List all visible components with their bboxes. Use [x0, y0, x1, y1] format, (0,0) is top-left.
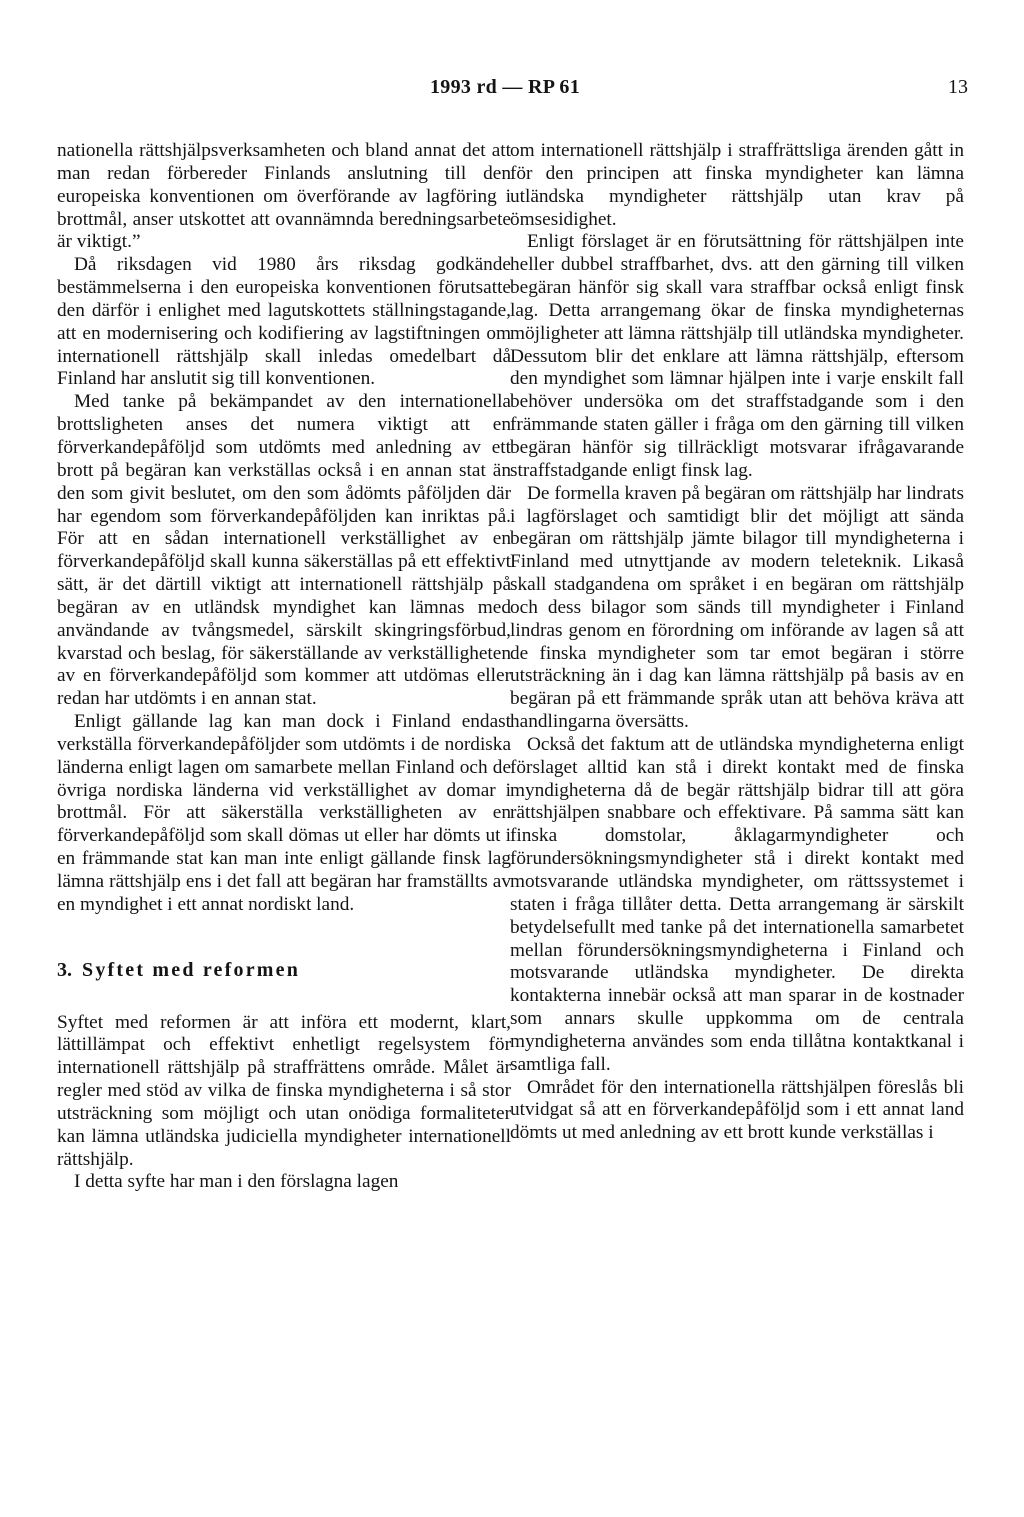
paragraph: Med tanke på bekämpandet av den internationella brottsligheten anses det numera viktigt att en förverkandepåföljd som utdömts med anledning av ett brott på begäran kan verkställas också i en annan stat än den som givit beslutet, om den som ådömts påföljden där har egendom som förverkandepåföljden kan inriktas på. För att en sådan internationell verkställighet av en förverkandepåföljd skall kunna säkerställas på ett effektivt sätt, är det därtill viktigt att internationell rättshjälp på begäran av en utländsk myndighet kan lämnas med användande av tvångsmedel, särskilt skingringsförbud, kvarstad och beslag, för säkerställande av verkställigheten av en förverkandepåföljd som kommer att utdömas eller redan har utdömts i en annan stat.	[57, 391, 511, 710]
paragraph: Området för den internationella rättshjälpen föreslås bli utvidgat så att en förverkandepåföljd som i ett annat land dömts ut med anledning av ett brott kunde verkställas i	[510, 1076, 964, 1144]
paragraph: nationella rättshjälpsverksamheten och bland annat det att man redan förbereder Finlands anslutning till den europeiska konventionen om överförande av lagföring i brottmål, anser utskottet att ovannämnda beredningsarbete är viktigt.”	[57, 140, 511, 253]
paragraph: Enligt förslaget är en förutsättning för rättshjälpen inte heller dubbel straffbarhet, dvs. att den gärning till vilken begäran hänför sig skall vara straffbar också enligt finsk lag. Detta arrangemang ökar de finska myndigheternas möjligheter att lämna rättshjälp till utländska myndigheter. Dessutom blir det enklare att lämna rättshjälp, eftersom den myndighet som lämnar hjälpen inte i varje enskilt fall behöver undersöka om det straffstadgande som i den främmande staten gäller i fråga om den gärning till vilken begäran hänför sig tillräckligt motsvarar ifrågavarande straffstadgande enligt finsk lag.	[510, 231, 964, 481]
paragraph: De formella kraven på begäran om rättshjälp har lindrats i lagförslaget och samtidigt blir det möjligt att sända begäran om rättshjälp jämte bilagor till myndigheterna i Finland med utnyttjande av modern teleteknik. Likaså skall stadgandena om språket i en begäran om rättshjälp och dess bilagor som sänds till myndigheter i Finland lindras genom en förordning om införande av lagen så att de finska myndigheter som tar emot begäran i större utsträckning än i dag kan lämna rättshjälp på basis av en begäran på ett främmande språk utan att behöva kräva att handlingarna översätts.	[510, 482, 964, 733]
paragraph: Syftet med reformen är att införa ett modernt, klart, lättillämpat och effektivt enhetligt regelsystem för internationell rättshjälp på straffrättens område. Målet är regler med stöd av vilka de finska myndigheterna i så stor utsträckning som möjligt och utan onödiga formaliteter kan lämna utländska judiciella myndigheter internationell rättshjälp.	[57, 1011, 511, 1170]
section-number: 3.	[57, 958, 72, 981]
paragraph: I detta syfte har man i den förslagna lagen	[74, 1171, 399, 1193]
paragraph: Också det faktum att de utländska myndigheterna enligt förslaget alltid kan stå i direkt kontakt med de finska myndigheterna då de begär rättshjälp bidrar till att göra rättshjälpen snabbare och effektivare. På samma sätt kan finska domstolar, åklagarmyndigheter och förundersökningsmyndigheter stå i direkt kontakt med motsvarande utländska myndigheter, om rättssystemet i staten i fråga tillåter detta. Detta arrangemang är särskilt betydelsefullt med tanke på det internationella samarbetet mellan förundersökningsmyndigheterna i Finland och motsvarande utländska myndigheter. De direkta kontakterna innebär också att man sparar in de kostnader som annars skulle uppkomma om de centrala myndigheterna användes som enda tillåtna kontaktkanal i samtliga fall.	[510, 733, 964, 1075]
left-column	[57, 140, 511, 1194]
section-title: Syftet med reformen	[82, 958, 301, 981]
page-header	[0, 76, 1024, 106]
page-number: 13	[948, 76, 968, 98]
section-heading	[57, 959, 511, 982]
paragraph: Då riksdagen vid 1980 års riksdag godkände bestämmelserna i den europeiska konventionen förutsatte den därför i enlighet med lagutskottets ställningstagande, att en modernisering och kodifiering av lagstiftningen om internationell rättshjälp skall inledas omedelbart då Finland har anslutit sig till konventionen.	[57, 254, 511, 390]
paragraph: om internationell rättshjälp i straffrättsliga ärenden gått in för den principen att finska myndigheter kan lämna utländska myndigheter rättshjälp utan krav på ömsesidighet.	[510, 140, 964, 230]
right-column	[510, 140, 964, 1145]
document-title: 1993 rd — RP 61	[429, 76, 581, 98]
paragraph: Enligt gällande lag kan man dock i Finland endast verkställa förverkandepåföljder som utdömts i de nordiska länderna enligt lagen om samarbete mellan Finland och de övriga nordiska länderna vid verkställighet av domar i brottmål. För att säkerställa verkställigheten av en förverkandepåföljd som skall dömas ut eller har dömts ut i en främmande stat kan man inte enligt gällande finsk lag lämna rättshjälp ens i det fall att begäran har framställts av en myndighet i ett annat nordiskt land.	[57, 711, 511, 915]
